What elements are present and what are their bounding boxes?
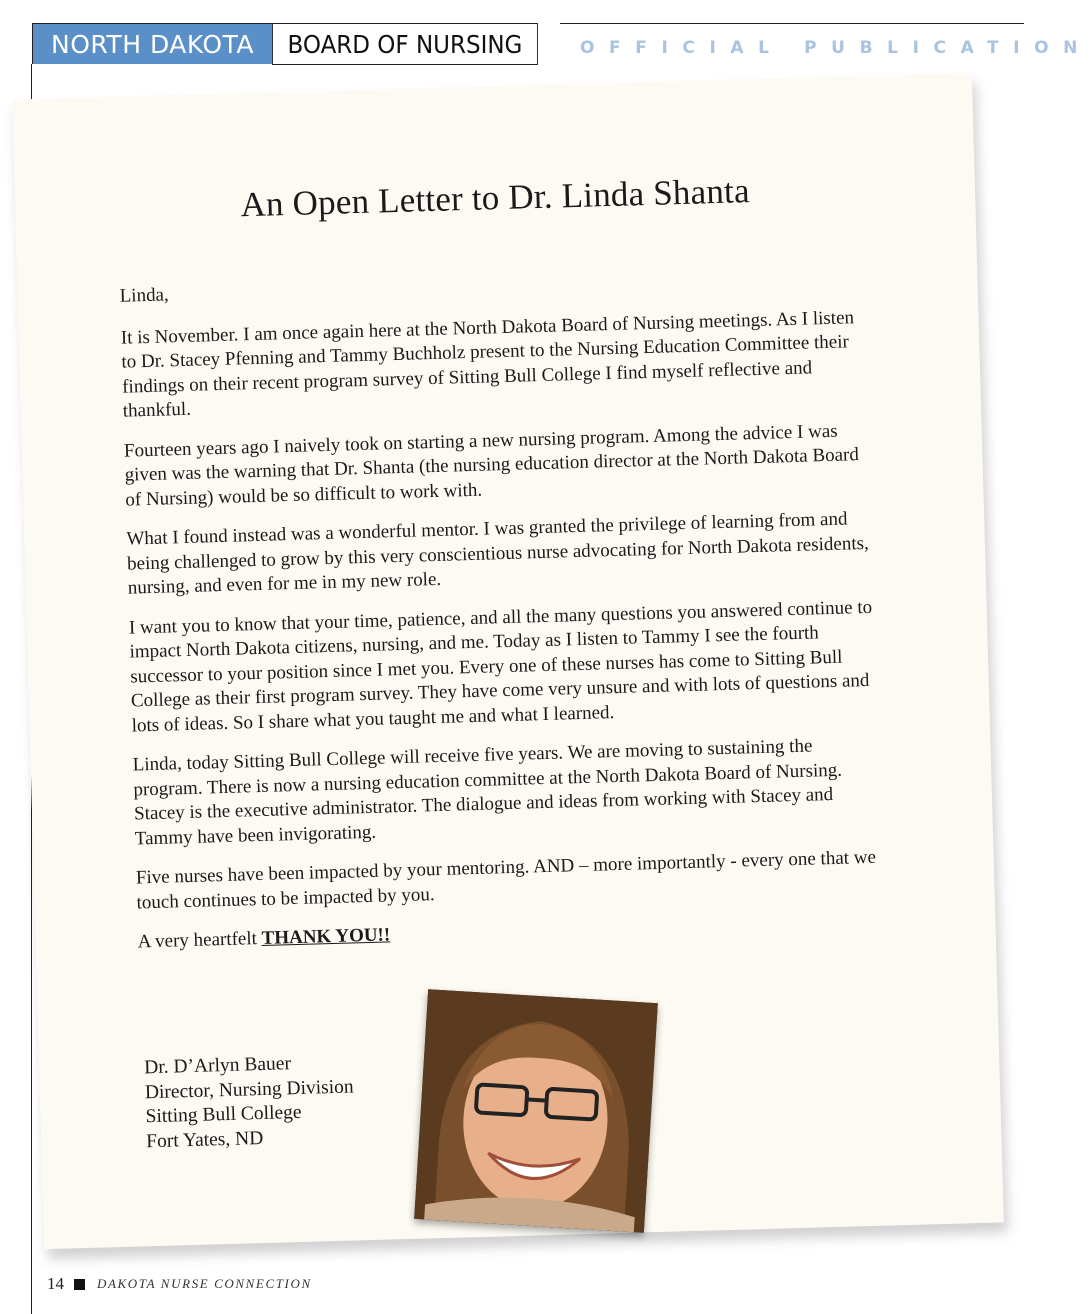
letter-closing xyxy=(137,910,887,955)
closing-thank-you: THANK YOU!! xyxy=(261,924,391,949)
signature-name: Dr. D’Arlyn Bauer xyxy=(143,1053,292,1079)
page-footer xyxy=(47,1274,312,1294)
letter-paragraph: Fourteen years ago I naively took on starting a new nursing program. Among the advice I was given was the warning that Dr. Shanta (the nursing education director at the North Dakota Board of Nursing) would be so difficult to work with. xyxy=(123,420,860,511)
masthead xyxy=(32,23,561,64)
letter-greeting: Linda, xyxy=(119,284,170,307)
square-bullet-icon xyxy=(74,1279,85,1290)
page-border-top xyxy=(560,23,1024,24)
letter-paragraph: It is November. I am once again here at the North Dakota Board of Nursing meetings. As I listen to Dr. Stacey Pfenning and Tammy Buchholz present to the Nursing Education Committee their findings on their recent program survey of Sitting Bull College I find myself reflective and thankful. xyxy=(120,306,855,422)
letter-paragraph: Five nurses have been impacted by your mentoring. AND – more importantly - every one that we touch continues to be impacted by you. xyxy=(135,846,877,913)
closing-prefix: A very heartfelt xyxy=(137,928,258,953)
author-photo xyxy=(414,989,658,1233)
official-publication-label: OFFICIAL PUBLICATION xyxy=(580,38,1092,58)
masthead-board: BOARD OF NURSING xyxy=(272,23,538,65)
signature-title: Director, Nursing Division xyxy=(144,1075,354,1103)
signature-block xyxy=(144,1050,355,1154)
letter-title: An Open Letter to Dr. Linda Shanta xyxy=(239,171,751,225)
letter-paragraph: I want you to know that your time, patience, and all the many questions you answered continue to impact North Dakota citizens, nursing, and me. Today as I listen to Tammy I see the fourth successor to your position since I met you. Every one of these nurses has come to Sitting Bull College as their first program survey. They have come very unsure and with lots of questions and lots of ideas. So I share what you taught me and what I learned. xyxy=(128,596,873,737)
portrait-illustration xyxy=(414,989,658,1233)
signature-location: Fort Yates, ND xyxy=(145,1127,264,1152)
publication-name: DAKOTA NURSE CONNECTION xyxy=(97,1276,312,1291)
signature-org: Sitting Bull College xyxy=(145,1101,302,1128)
letter-paragraph: What I found instead was a wonderful mentor. I was granted the privilege of learning from and being challenged to grow by this very conscientious nurse advocating for North Dakota residents, nursing, and even for me in my new role. xyxy=(126,508,870,599)
letter-paragraph: Linda, today Sitting Bull College will receive five years. We are moving to sustaining the program. There is now a nursing education committee at the North Dakota Board of Nursing. Stacey is the executive administrator. The dialogue and ideas from working with Stacey and Tammy have been invigorating. xyxy=(132,735,843,849)
masthead-state: NORTH DAKOTA xyxy=(32,23,272,64)
letter-body xyxy=(119,264,888,970)
page-number: 14 xyxy=(47,1274,64,1293)
